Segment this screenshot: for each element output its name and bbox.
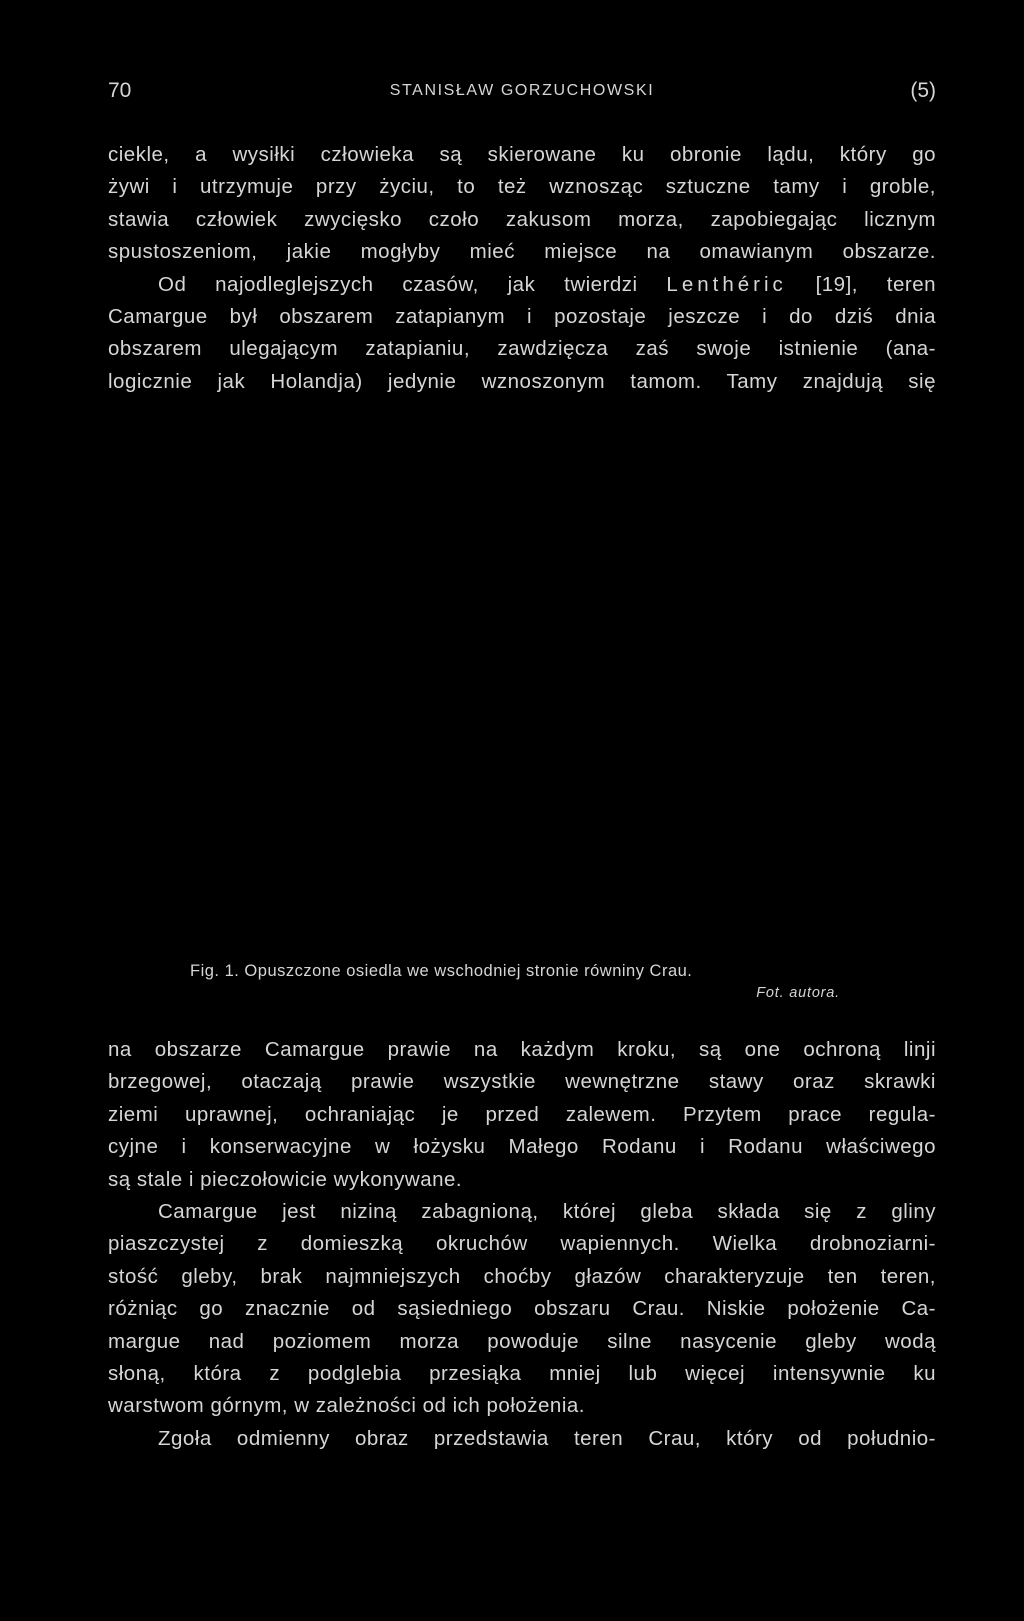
running-head <box>108 76 936 106</box>
text-line: stawia człowiek zwycięsko czoło zakusom morza, zapobiegając licznym <box>108 207 936 231</box>
text-line: brzegowej, otaczają prawie wszystkie wewnętrzne stawy oraz skrawki <box>108 1070 936 1094</box>
text-line: cyjne i konserwacyjne w łożysku Małego Rodanu i Rodanu właściwego <box>108 1135 936 1159</box>
text-line: stość gleby, brak najmniejszych choćby głazów charakteryzuje ten teren, <box>108 1264 936 1288</box>
text-line: piaszczystej z domieszką okruchów wapiennych. Wielka drobnoziarni- <box>108 1232 936 1256</box>
text-line: żywi i utrzymuje przy życiu, to też wznosząc sztuczne tamy i groble, <box>108 175 936 199</box>
text-line: na obszarze Camargue prawie na każdym kroku, są one ochroną linji <box>108 1038 936 1061</box>
text-line: warstwom górnym, w zależności od ich położenia. <box>108 1394 585 1418</box>
body-text-top <box>108 139 936 398</box>
caption-text: Fig. 1. Opuszczone osiedla we wschodniej stronie równiny Crau. <box>190 962 693 980</box>
page-number: 70 <box>108 79 132 102</box>
text-line: obszarem ulegającym zatapianiu, zawdzięcza zaś swoje istnienie (ana- <box>108 337 936 361</box>
running-head-author: STANISŁAW GORZUCHOWSKI <box>389 82 655 99</box>
text-line-with-citation <box>108 269 936 301</box>
text-line: ziemi uprawnej, ochraniając je przed zalewem. Przytem prace regula- <box>108 1102 936 1126</box>
text-line: Camargue był obszarem zatapianym i pozostaje jeszcze i do dziś dnia <box>108 305 936 329</box>
text-line: Camargue jest niziną zabagnioną, której gleba składa się z gliny <box>158 1200 936 1224</box>
text-line: margue nad poziomem morza powoduje silne nasycenie gleby wodą <box>108 1329 936 1353</box>
text-fragment: [19], teren <box>786 272 936 296</box>
figure-photo <box>108 430 936 950</box>
text-line: spustoszeniom, jakie mogłyby mieć miejsce na omawianym obszarze. <box>108 240 936 264</box>
text-line: są stale i pieczołowicie wykonywane. <box>108 1167 463 1191</box>
text-line: logicznie jak Holandja) jedynie wznoszonym tamom. Tamy znajdują się <box>108 369 936 393</box>
cited-author-name: Lenthéric <box>666 272 787 296</box>
body-text-bottom <box>108 1034 936 1455</box>
section-number: (5) <box>910 79 936 102</box>
figure-caption <box>108 960 936 1004</box>
text-line: różniąc go znacznie od sąsiedniego obszaru Crau. Niskie położenie Ca- <box>108 1297 936 1321</box>
text-line: słoną, która z podglebia przesiąka mniej lub więcej intensywnie ku <box>108 1362 936 1386</box>
text-line: ciekle, a wysiłki człowieka są skierowane ku obronie lądu, który go <box>108 143 936 166</box>
text-fragment: Od najodleglejszych czasów, jak twierdzi <box>158 272 667 296</box>
text-line: Zgoła odmienny obraz przedstawia teren Crau, który od południo- <box>158 1426 936 1450</box>
photo-credit: Fot. autora. <box>756 985 840 1001</box>
